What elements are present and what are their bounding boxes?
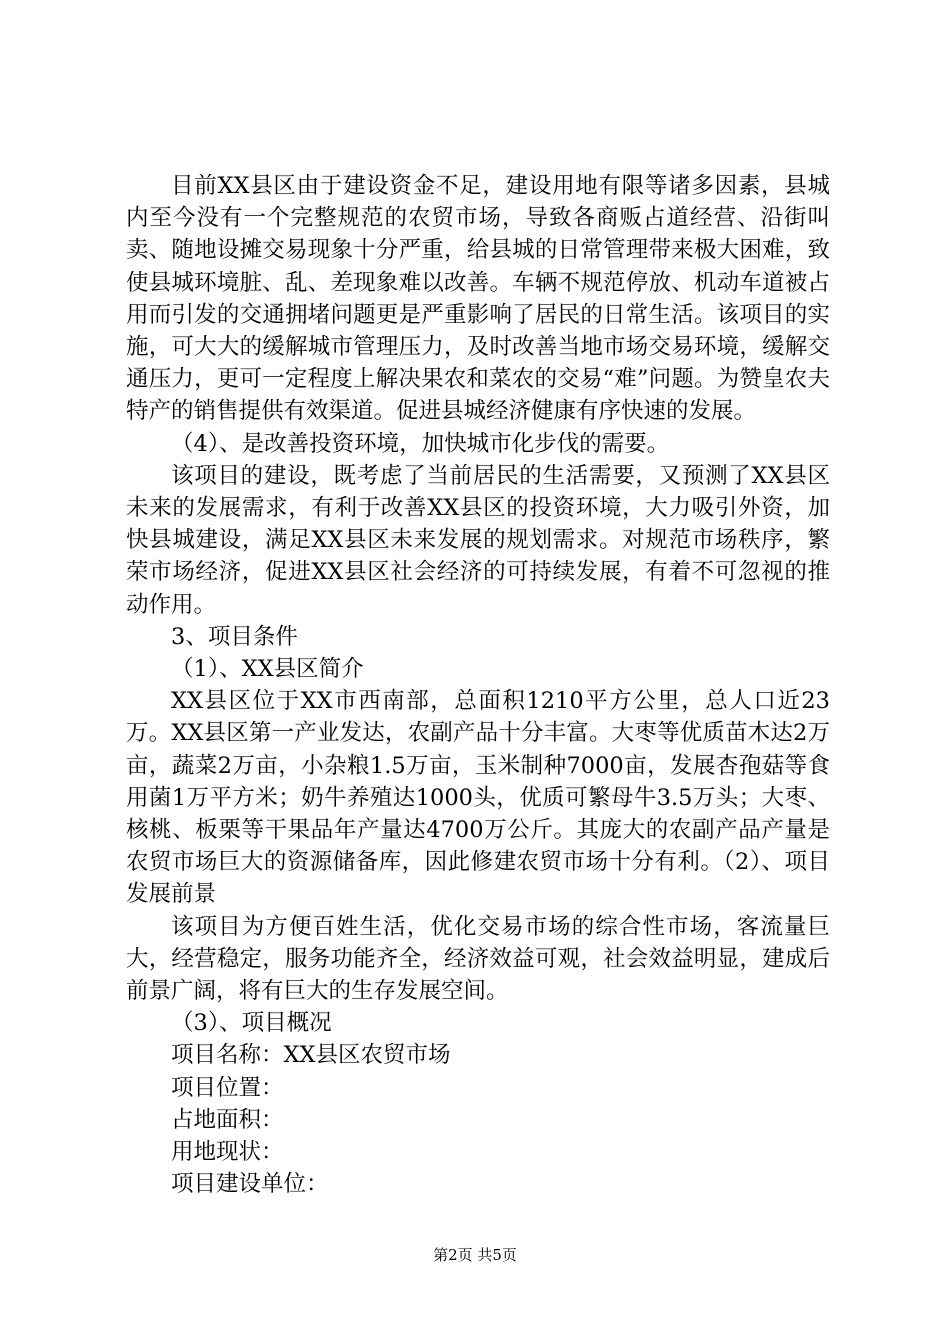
field-land-area: 占地面积：	[171, 1106, 284, 1133]
subheading-project-overview: （3）、项目概况	[171, 1010, 332, 1037]
section-project-conditions: 3、项目条件	[171, 623, 298, 650]
paragraph-background: 目前XX县区由于建设资金不足，建设用地有限等诸多因素，县城内至今没有一个完整规范的农贸市场，导致各商贩占道经营、沿街叫卖、随地设摊交易现象十分严重，给县城的日常管理带来极大困难，致使县城环境脏、乱、差现象难以改善。车辆不规范停放、机动车道被占用而引发的交通拥堵问题更是严重影响了居民的日常生活。该项目的实施，可大大的缓解城市管理压力，及时改善当地市场交易环境，缓解交通压力，更可一定程度上解决果农和菜农的交易“难”问题。为赞皇农夫特产的销售提供有效渠道。促进县城经济健康有序快速的发展。	[126, 173, 830, 425]
field-project-location: 项目位置：	[171, 1074, 284, 1101]
heading-investment-environment: （4）、是改善投资环境，加快城市化步伐的需要。	[171, 430, 670, 457]
field-land-status: 用地现状：	[171, 1139, 284, 1166]
field-construction-unit: 项目建设单位：	[171, 1171, 329, 1198]
paragraph-county-intro: XX县区位于XX市西南部，总面积1210平方公里，总人口近23万。XX县区第一产业发达，农副产品十分丰富。大枣等优质苗木达2万亩，蔬菜2万亩，小杂粮1.5万亩，玉米制种7000亩，发展杏孢菇等食用菌1万平方米；奶牛养殖达1000头，优质可繁母牛3.5万头；大枣、核桃、板栗等干果品年产量达4700万公斤。其庞大的农副产品产量是农贸市场巨大的资源储备库，因此修建农贸市场十分有利。（2）、项目发展前景	[126, 688, 830, 908]
page-number-footer: 第2页 共5页	[433, 1246, 517, 1264]
paragraph-investment: 该项目的建设，既考虑了当前居民的生活需要，又预测了XX县区未来的发展需求，有利于改善XX县区的投资环境，大力吸引外资，加快县城建设，满足XX县区未来发展的规划需求。对规范市场秩序，繁荣市场经济，促进XX县区社会经济的可持续发展，有着不可忽视的推动作用。	[126, 462, 830, 618]
paragraph-prospects: 该项目为方便百姓生活，优化交易市场的综合性市场，客流量巨大，经营稳定，服务功能齐全，经济效益可观，社会效益明显，建成后前景广阔，将有巨大的生存发展空间。	[126, 913, 830, 1005]
subheading-county-intro: （1）、XX县区简介	[171, 656, 364, 683]
field-project-name: 项目名称：XX县区农贸市场	[171, 1042, 451, 1069]
document-body	[126, 170, 830, 1201]
